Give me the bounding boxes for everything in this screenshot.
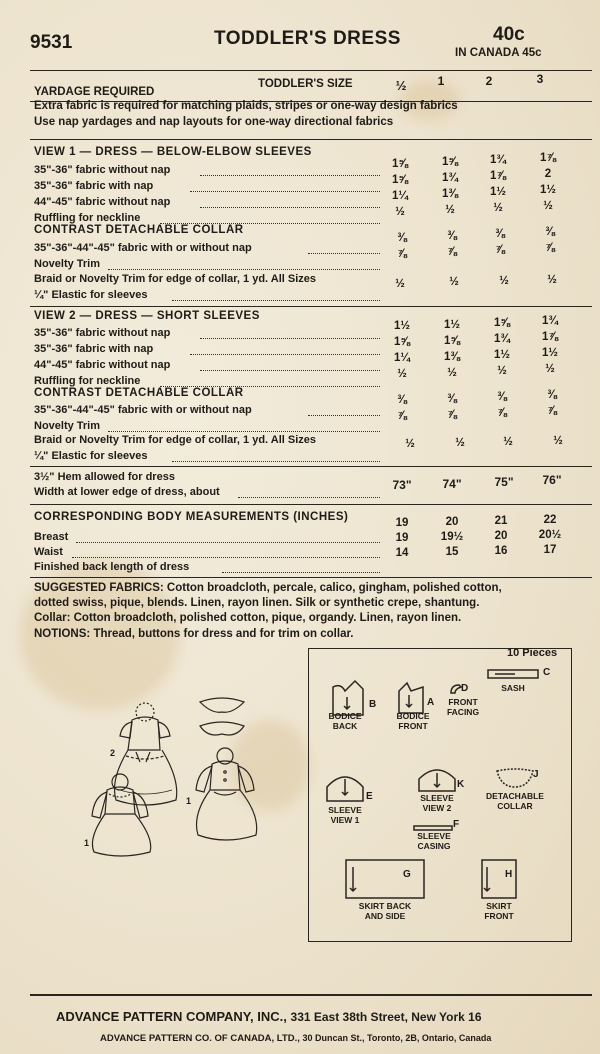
yardage-value: ½ (545, 363, 555, 375)
yardage-row-label: Ruffling for neckline (34, 375, 141, 387)
width-value: 74" (442, 477, 462, 491)
detachable-collar-piece-icon (495, 767, 535, 789)
measure-value: 20 (494, 530, 508, 542)
yardage-value: 1¼ (392, 190, 408, 202)
view-number: 1 (84, 838, 90, 848)
piece-letter: B (369, 699, 377, 710)
measure-label: Waist (34, 546, 63, 558)
yardage-value: 1½ (540, 184, 556, 196)
skirt-back-piece-icon (345, 859, 425, 899)
size-measure: 21 (494, 515, 508, 527)
body-measurements-title: CORRESPONDING BODY MEASUREMENTS (INCHES) (34, 511, 349, 523)
yardage-value: ½ (447, 367, 457, 379)
notions: NOTIONS: Thread, buttons for dress and for trim on collar. (34, 628, 354, 640)
yardage-value: 1⅝ (494, 317, 510, 329)
yardage-value: 1⅞ (540, 152, 556, 164)
view2-title: VIEW 2 — DRESS — SHORT SLEEVES (34, 310, 260, 322)
yardage-value: 1⅝ (392, 158, 408, 170)
divider (30, 504, 592, 505)
bodice-front-piece-icon (397, 681, 427, 715)
yardage-heading: YARDAGE REQUIRED (34, 86, 155, 98)
view1-collar-title: CONTRAST DETACHABLE COLLAR (34, 224, 244, 236)
yardage-value: ½ (547, 274, 557, 286)
piece-letter: A (427, 697, 435, 708)
yardage-value: ⅞ (447, 409, 457, 421)
size-label: TODDLER'S SIZE (258, 78, 353, 90)
yardage-value: ½ (497, 365, 507, 377)
piece-label: SKIRT FRONT (484, 901, 514, 921)
yardage-value: ⅜ (547, 389, 557, 401)
yardage-value: ½ (553, 435, 563, 447)
piece-letter: K (457, 779, 465, 790)
yardage-row-label: 35"-36" fabric without nap (34, 164, 171, 176)
measure-value: 19½ (440, 531, 464, 543)
yardage-value: ⅞ (547, 405, 557, 417)
yardage-value: 1¾ (494, 333, 510, 345)
piece-letter: G (403, 869, 411, 880)
footer-divider (30, 994, 592, 996)
view1-title: VIEW 1 — DRESS — BELOW-ELBOW SLEEVES (34, 146, 312, 158)
yardage-row-label: ¼" Elastic for sleeves (34, 289, 148, 301)
yardage-value: 1¼ (394, 352, 410, 364)
company-name: ADVANCE PATTERN COMPANY, INC., (56, 1009, 287, 1024)
yardage-value: ⅜ (497, 391, 507, 403)
canada-line (100, 1033, 491, 1044)
piece-label: FRONT FACING (446, 697, 480, 717)
size-header: 1 (437, 74, 445, 88)
piece-label: BODICE FRONT (396, 711, 430, 731)
size-measure: 20 (445, 516, 459, 528)
piece-label: SASH (501, 683, 525, 693)
piece-letter: F (453, 819, 460, 830)
yardage-row-label: ¼" Elastic for sleeves (34, 450, 148, 462)
yardage-value: ⅜ (447, 230, 457, 242)
view1-dress-back-sketch (196, 748, 257, 840)
view-number: 1 (186, 796, 192, 806)
yardage-value: ½ (397, 368, 407, 380)
yardage-value: 1⅝ (444, 335, 460, 347)
yardage-value: ⅞ (545, 242, 555, 254)
collar-sketches (200, 698, 244, 735)
divider (30, 466, 592, 467)
yardage-value: 1½ (542, 347, 558, 359)
yardage-note: Use nap yardages and nap layouts for one-way directional fabrics (34, 116, 394, 128)
yardage-row-label: Novelty Trim (34, 420, 101, 432)
yardage-value: ½ (499, 275, 509, 287)
braid-note: Braid or Novelty Trim for edge of collar, 1 yd. All Sizes (34, 273, 317, 285)
sleeve-view2-piece-icon (417, 767, 457, 793)
yardage-value: 1¾ (542, 315, 558, 327)
yardage-row-label: 35"-36" fabric with nap (34, 180, 154, 192)
yardage-value: 1⅞ (490, 170, 506, 182)
yardage-row-label: Novelty Trim (34, 258, 101, 270)
piece-label: BODICE BACK (328, 711, 362, 731)
yardage-value: ⅜ (545, 226, 555, 238)
yardage-value: ½ (503, 436, 513, 448)
yardage-value: ⅜ (495, 228, 505, 240)
width-value: 73" (392, 478, 412, 492)
pattern-pieces-box (308, 648, 572, 942)
yardage-value: ⅞ (397, 410, 407, 422)
yardage-value: 1⅝ (394, 336, 410, 348)
view2-collar-title: CONTRAST DETACHABLE COLLAR (34, 387, 244, 399)
yardage-row-label: 35"-36" fabric without nap (34, 327, 171, 339)
view2-dress-sketch (115, 703, 177, 805)
divider (30, 306, 592, 307)
yardage-value: ½ (395, 206, 405, 218)
size-measure: 22 (543, 514, 557, 526)
width-label: Width at lower edge of dress, about (34, 486, 220, 498)
size-measure: 19 (395, 517, 409, 529)
view1-dress-front-sketch (92, 774, 151, 856)
canada-address: 30 Duncan St., Toronto, 2B, Ontario, Canada (302, 1033, 492, 1043)
yardage-value: ½ (445, 204, 455, 216)
hem-note: 3½" Hem allowed for dress (34, 471, 175, 483)
measure-value: 16 (494, 545, 508, 557)
page-title: TODDLER'S DRESS (214, 28, 401, 49)
divider (30, 577, 592, 578)
yardage-value: 1½ (444, 319, 460, 331)
piece-letter: D (461, 683, 469, 694)
yardage-value: ⅜ (397, 394, 407, 406)
yardage-value: 1¾ (490, 154, 506, 166)
yardage-value: ½ (405, 438, 415, 450)
yardage-row-label: 44"-45" fabric without nap (34, 196, 171, 208)
suggested-fabrics: SUGGESTED FABRICS: Cotton broadcloth, percale, calico, gingham, polished cotton, (34, 582, 502, 594)
piece-letter: H (505, 869, 513, 880)
yardage-value: 2 (544, 168, 552, 180)
piece-label: SLEEVE VIEW 2 (420, 793, 454, 813)
price: 40c (493, 24, 525, 45)
yardage-value: ½ (493, 202, 503, 214)
measure-value: 19 (395, 532, 409, 544)
yardage-row-label: 35"-36"-44"-45" fabric with or without nap (34, 404, 252, 416)
suggested-fabrics-line: dotted swiss, pique, blends. Linen, rayon linen. Silk or synthetic crepe, shantung. (34, 597, 480, 609)
yardage-value: 1⅜ (444, 351, 460, 363)
yardage-row-label: 35"-36"-44"-45" fabric with or without nap (34, 242, 252, 254)
yardage-value: ½ (543, 200, 553, 212)
braid-note: Braid or Novelty Trim for edge of collar, 1 yd. All Sizes (34, 434, 317, 446)
measure-value: 15 (445, 546, 459, 558)
pieces-count: 10 Pieces (507, 647, 558, 659)
yardage-value: 1½ (494, 349, 510, 361)
size-header: ½ (395, 78, 407, 93)
width-value: 75" (494, 475, 514, 489)
pattern-number: 9531 (30, 32, 73, 53)
size-header: 2 (485, 74, 493, 88)
company-address: 331 East 38th Street, New York 16 (290, 1010, 482, 1024)
piece-label: SKIRT BACK AND SIDE (358, 901, 412, 921)
yardage-value: 1½ (490, 186, 506, 198)
divider (30, 139, 592, 140)
sleeve-view1-piece-icon (325, 773, 365, 803)
piece-label: SLEEVE CASING (417, 831, 451, 851)
canada-company: ADVANCE PATTERN CO. OF CANADA, LTD., (100, 1033, 300, 1044)
divider (30, 70, 592, 71)
measure-value: 17 (543, 544, 557, 556)
yardage-row-label: Ruffling for neckline (34, 212, 141, 224)
piece-letter: E (366, 791, 373, 802)
yardage-row-label: 35"-36" fabric with nap (34, 343, 154, 355)
yardage-note: Extra fabric is required for matching plaids, stripes or one-way design fabrics (34, 100, 458, 112)
sash-piece-icon (487, 669, 539, 679)
yardage-value: 1⅝ (392, 174, 408, 186)
size-header: 3 (536, 72, 544, 86)
measure-label: Finished back length of dress (34, 561, 190, 573)
yardage-value: 1½ (394, 320, 410, 332)
yardage-value: ⅜ (397, 232, 407, 244)
measure-value: 20½ (538, 529, 562, 541)
yardage-value: ⅞ (497, 407, 507, 419)
width-value: 76" (542, 473, 562, 487)
yardage-value: ½ (395, 278, 405, 290)
view-number: 2 (110, 748, 116, 758)
yardage-value: ⅞ (495, 244, 505, 256)
yardage-value: ⅜ (447, 393, 457, 405)
piece-letter: C (543, 667, 551, 678)
measure-label: Breast (34, 531, 69, 543)
canada-price: IN CANADA 45c (455, 47, 542, 59)
yardage-value: ½ (449, 276, 459, 288)
collar-fabrics: Collar: Cotton broadcloth, polished cotton, pique, organdy. Linen, rayon linen. (34, 612, 462, 624)
dress-illustration (80, 690, 290, 860)
yardage-value: 1⅞ (542, 331, 558, 343)
yardage-value: 1⅜ (442, 188, 458, 200)
yardage-row-label: 44"-45" fabric without nap (34, 359, 171, 371)
piece-letter: J (533, 769, 539, 780)
yardage-value: ⅞ (397, 248, 407, 260)
piece-label: SLEEVE VIEW 1 (328, 805, 362, 825)
company-line (56, 1009, 482, 1024)
measure-value: 14 (395, 547, 409, 559)
piece-label: DETACHABLE COLLAR (486, 791, 544, 811)
yardage-value: 1⅝ (442, 156, 458, 168)
yardage-value: 1¾ (442, 172, 458, 184)
yardage-value: ⅞ (447, 246, 457, 258)
yardage-value: ½ (455, 437, 465, 449)
